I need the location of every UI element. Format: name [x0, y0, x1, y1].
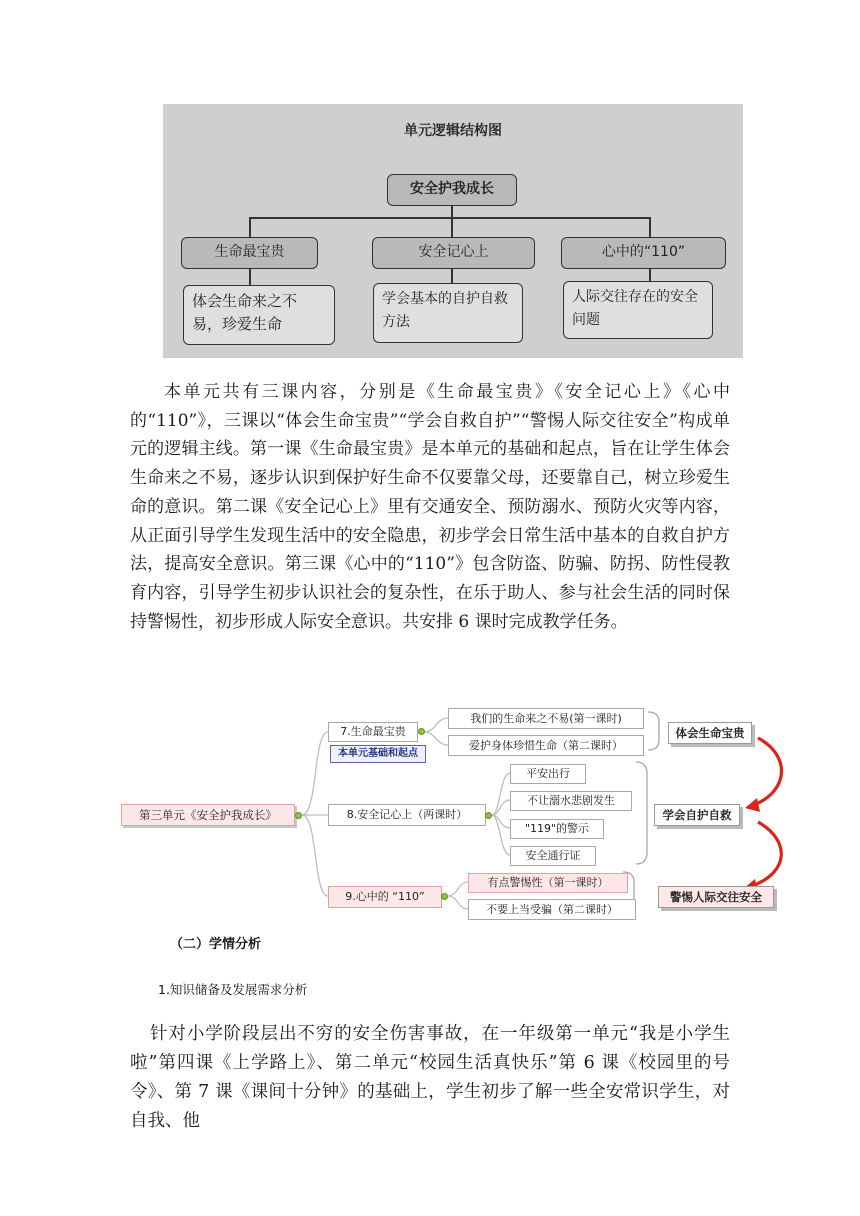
connector: [249, 217, 251, 237]
diagram-goal-1: 体会生命来之不易，珍爱生命: [183, 285, 335, 345]
diagram-title: 单元逻辑结构图: [404, 123, 502, 139]
mindmap-item: "119"的警示: [510, 819, 604, 839]
mindmap-item: 不让溺水悲剧发生: [510, 791, 632, 811]
connector: [249, 217, 649, 219]
mindmap-item: 爱护身体珍惜生命（第二课时）: [448, 735, 644, 756]
connector: [249, 269, 251, 285]
mindmap-result-2: 学会自护自救: [654, 804, 740, 826]
diagram-lesson-2: 安全记心上: [372, 237, 535, 269]
mindmap-item: 安全通行证: [510, 846, 596, 866]
expand-dot-icon[interactable]: [485, 812, 492, 819]
section-heading: （二）学情分析: [170, 937, 262, 952]
body-paragraph-1: [130, 378, 730, 636]
structure-diagram-photo: [163, 104, 743, 358]
diagram-lesson-1: 生命最宝贵: [181, 237, 318, 269]
mindmap-item: 平安出行: [510, 764, 586, 784]
connector: [451, 217, 453, 237]
diagram-root-node: 安全护我成长: [387, 174, 517, 206]
mindmap-root: 第三单元《安全护我成长》: [121, 804, 295, 826]
body-paragraph-2: [130, 1020, 730, 1136]
paragraph-text: 针对小学阶段层出不穷的安全伤害事故，在一年级第一单元“我是小学生啦”第四课《上学路上》、第二单元“校园生活真快乐”第 6 课《校园里的号令》、第 7 课《课间十分钟》的基础上，学生初步了解一些全安常识学生，对自我、他: [130, 1024, 730, 1131]
mindmap-lesson-8: 8.安全记心上（两课时）: [328, 804, 486, 826]
sub-heading: 1.知识储备及发展需求分析: [158, 982, 308, 997]
mindmap-result-3: 警惕人际交往安全: [658, 886, 774, 908]
mindmap-lesson-7: 7.生命最宝贵: [328, 722, 418, 742]
expand-dot-icon[interactable]: [418, 728, 425, 735]
diagram-goal-3: 人际交往存在的安全问题: [563, 281, 713, 339]
mindmap-tag-foundation: 本单元基础和起点: [330, 745, 426, 763]
diagram-goal-2: 学会基本的自护自救方法: [373, 283, 523, 343]
diagram-lesson-3: 心中的“110”: [561, 237, 726, 269]
connector: [649, 217, 651, 237]
paragraph-text: 本单元共有三课内容，分别是《生命最宝贵》《安全记心上》《心中的“110”》，三课以“体会生命宝贵”“学会自救自护”“警惕人际交往安全”构成单元的逻辑主线。第一课《生命最宝贵》是本单元的基础和起点，旨在让学生体会生命来之不易，逐步认识到保护好生命不仅要靠父母，还要靠自己，树立珍爱生命的意识。第二课《安全记心上》里有交通安全、预防溺水、预防火灾等内容，从正面引导学生发现生活中的安全隐患，初步学会日常生活中基本的自救自护方法，提高安全意识。第三课《心中的“110”》包含防盗、防骗、防拐、防性侵教育内容，引导学生初步认识社会的复杂性，在乐于助人、参与社会生活的同时保持警惕性，初步形成人际安全意识。共安排 6 课时完成教学任务。: [130, 382, 730, 632]
mindmap-item: 有点警惕性（第一课时）: [468, 873, 628, 893]
unit-mindmap: [118, 700, 788, 925]
mindmap-lesson-9: 9.心中的 “110”: [328, 886, 442, 908]
expand-dot-icon[interactable]: [295, 812, 302, 819]
mindmap-item: 我们的生命来之不易(第一课时): [448, 708, 644, 729]
mindmap-item: 不要上当受骗（第二课时）: [468, 899, 636, 920]
expand-dot-icon[interactable]: [441, 893, 448, 900]
mindmap-result-1: 体会生命宝贵: [668, 722, 752, 744]
